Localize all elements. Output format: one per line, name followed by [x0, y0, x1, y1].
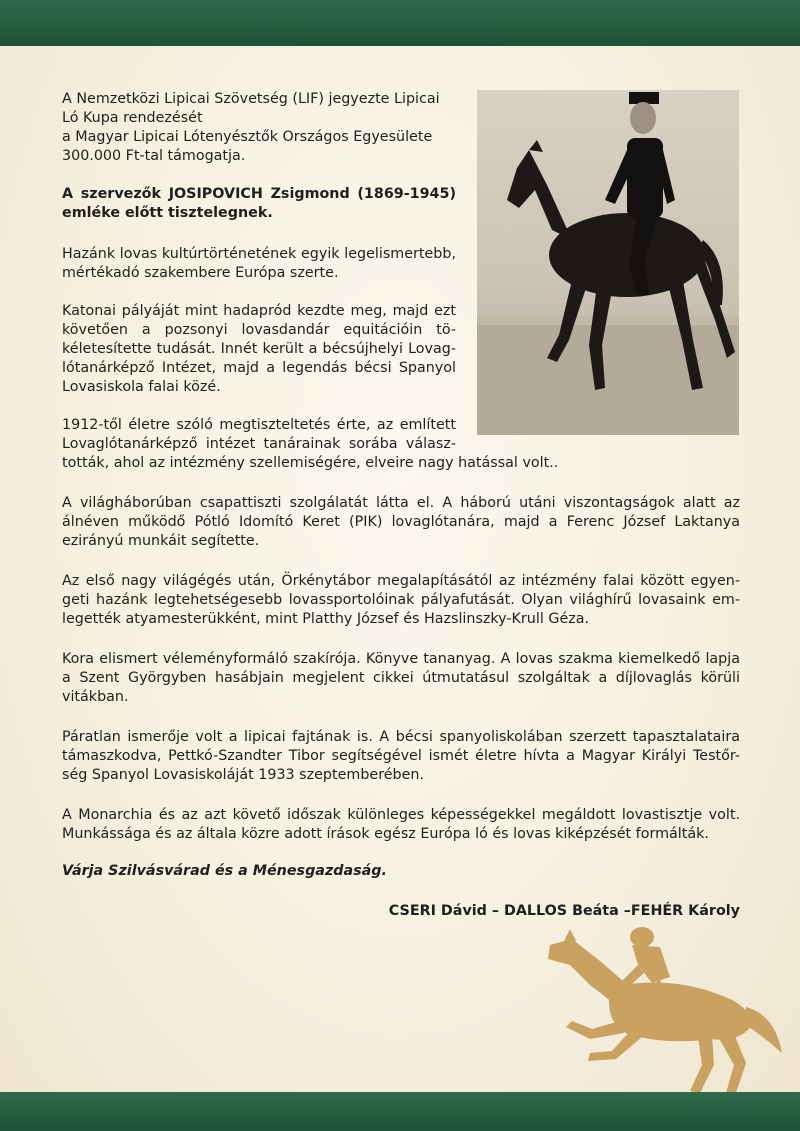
intro-line: a Magyar Lipicai Lótenyésztők Országos Egyesülete: [62, 129, 433, 145]
top-band: [0, 0, 800, 46]
intro-line: A Nemzetközi Lipicai Szövetség (LIF) jegyezte Lipicai: [62, 91, 440, 107]
intro-block: [62, 90, 456, 166]
paragraph-expertise: Hazánk lovas kultúrtörténetének egyik legelismertebb, mértékadó szakembere Európa szerte.: [62, 246, 456, 281]
intro-line: Ló Kupa rendezését: [62, 110, 203, 126]
paragraph-orkenytabor: Az első nagy világégés után, Örkénytábor megalapításától az intézmény falai között egyen-geti hazánk legtehetségesebb lovassportolóinak pályafutását. Olyan világhírű lovasaink em-legették atyamesterükként, mint Platthy József és Hazslinszky-Krull Géza.: [62, 573, 740, 627]
intro-line: 300.000 Ft-tal támogatja.: [62, 148, 246, 164]
closing-line: Várja Szilvásvárad és a Ménesgazdaság.: [62, 863, 387, 879]
honor-statement: A szervezők JOSIPOVICH Zsigmond (1869-1945) emléke előtt tisztelegnek.: [62, 186, 456, 221]
paragraph-1912-part2: tották, ahol az intézmény szellemiségére, elveire nagy hatással volt..: [62, 455, 559, 471]
paragraph-1912-part1: 1912-től életre szóló megtiszteltetés érte, az említett Lovaglótanárképző intézet tanárainak sorába válasz-: [62, 417, 456, 452]
paragraph-writer: Kora elismert véleményformáló szakírója. Könyve tananyag. A lovas szakma kiemelkedő lapja a Szent Györgyben hasábjain megjelent cikkei útmutatásul szolgáltak a díjlovaglás körüli vitákban.: [62, 651, 740, 705]
paragraph-lipizzaner: Páratlan ismerője volt a lipicai fajtának is. A bécsi spanyoliskolában szerzett tapasztalataira támaszkodva, Pettkó-Szandter Tibor segítségével ismét életre hívta a Magyar Királyi Testőr-ség Spanyol Lovasiskoláját 1933 szeptemberében.: [62, 729, 740, 783]
paragraph-world-war: A világháborúban csapattiszti szolgálatát látta el. A háború utáni viszontagságok alatt az álnéven működő Pótló Idomító Keret (PIK) lovaglótanára, majd a Ferenc József Laktanya ezirányú munkáit segítette.: [62, 495, 740, 549]
authors-signature: CSERI Dávid – DALLOS Beáta –FEHÉR Károly: [388, 903, 740, 919]
bottom-band: [0, 1092, 800, 1131]
show-jumper-icon: [520, 925, 785, 1099]
paragraph-military-career: Katonai pályáját mint hadapród kezdte meg, majd ezt követően a pozsonyi lovasdandár equitációin tö-kéletesítette tudását. Innét került a bécsújhelyi Lovag-lótanárképző Intézet, majd a legendás bécsi Spanyol Lovasiskola falai közé.: [62, 303, 456, 395]
horse-rider-photo: [477, 90, 739, 435]
paragraph-monarchia: A Monarchia és az azt követő időszak különleges képességekkel megáldott lovastisztje volt. Munkássága és az általa közre adott írások egész Európa ló és lovas kiképzését formálták.: [62, 807, 740, 842]
